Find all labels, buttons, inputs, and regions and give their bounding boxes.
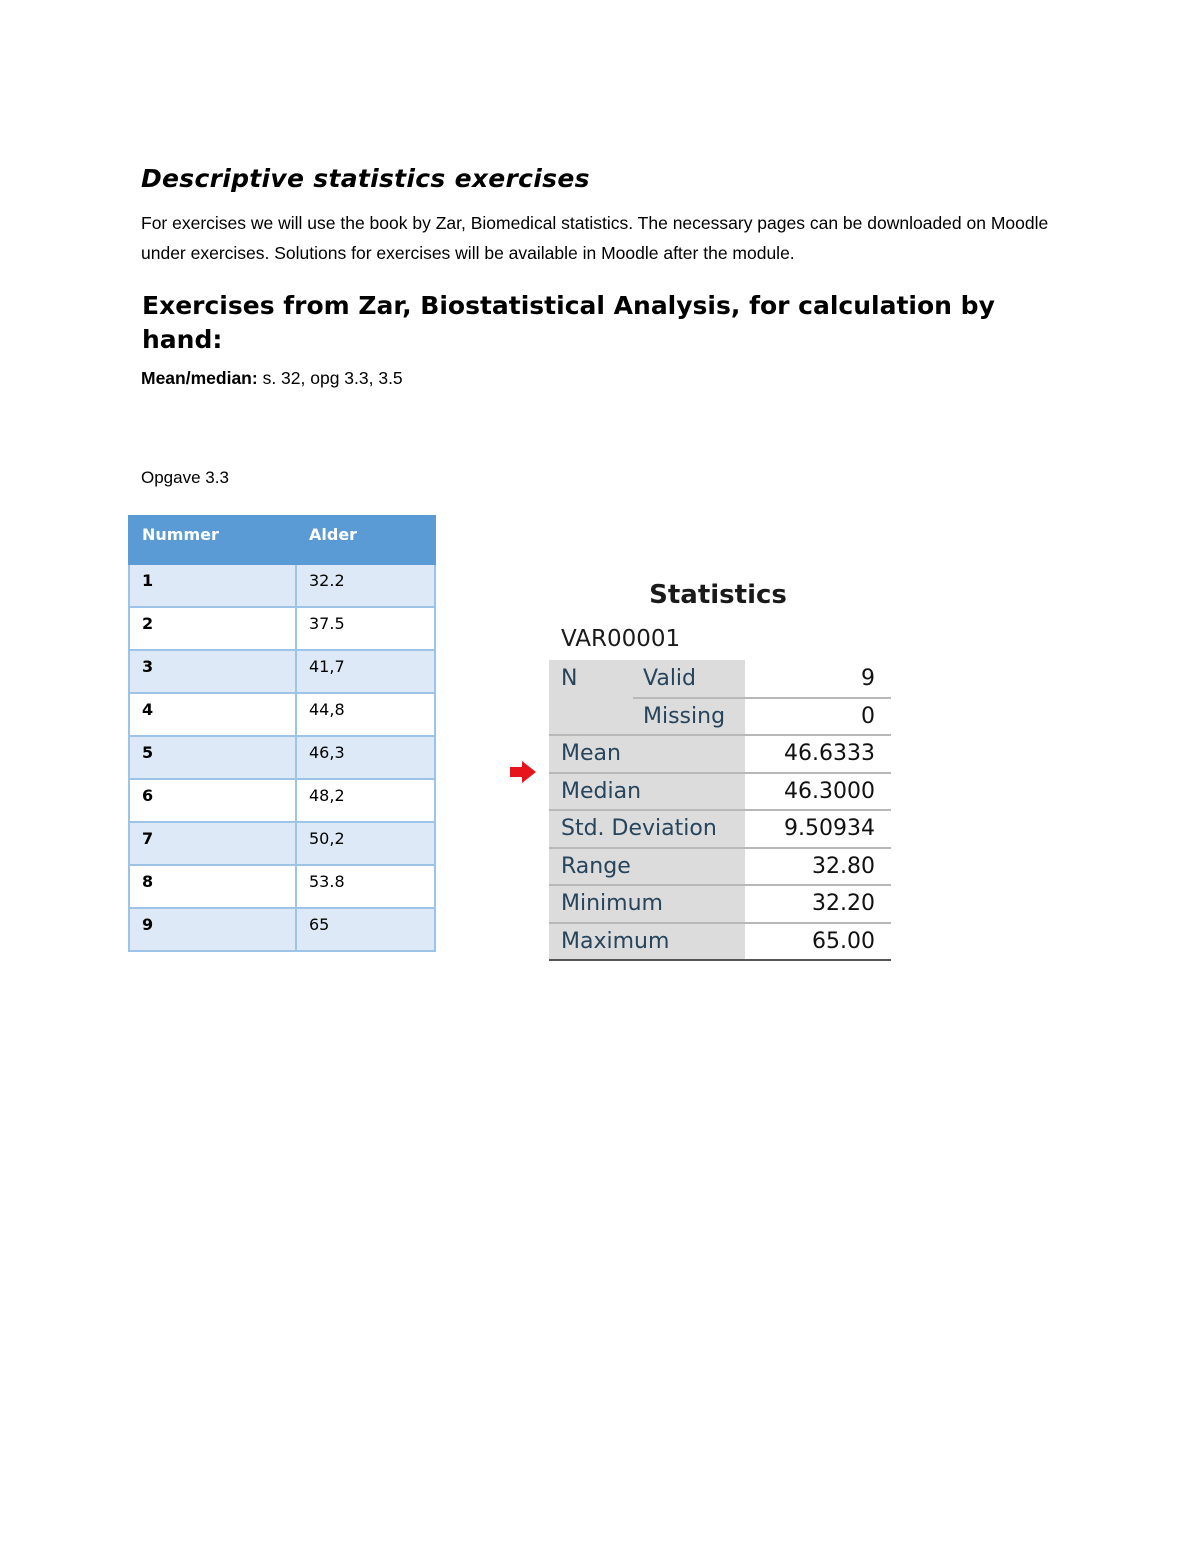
row-number: 9: [129, 908, 296, 951]
valid-label: Valid: [633, 660, 745, 698]
row-age: 50,2: [296, 822, 435, 865]
row-age: 41,7: [296, 650, 435, 693]
missing-label: Missing: [633, 698, 745, 736]
row-number: 8: [129, 865, 296, 908]
stat-label: Maximum: [549, 923, 745, 961]
stat-row: [549, 810, 891, 848]
stat-row: [549, 773, 891, 811]
stat-label: Std. Deviation: [549, 810, 745, 848]
table-row: [129, 736, 435, 779]
stat-value: 9.50934: [745, 810, 891, 848]
stat-row: [549, 923, 891, 961]
table-row: [129, 650, 435, 693]
stat-value: 32.80: [745, 848, 891, 886]
page-title: Descriptive statistics exercises: [141, 164, 590, 193]
header-alder: Alder: [296, 516, 435, 564]
stat-label: Range: [549, 848, 745, 886]
section-heading: Exercises from Zar, Biostatistical Analysis, for calculation by hand:: [142, 291, 995, 354]
row-number: 2: [129, 607, 296, 650]
table-row: [129, 779, 435, 822]
table-header-row: [129, 516, 435, 564]
table-row: [129, 693, 435, 736]
table-row: [129, 822, 435, 865]
red-arrow-shape: [510, 761, 536, 783]
statistics-variable-name: VAR00001: [561, 626, 681, 652]
row-number: 5: [129, 736, 296, 779]
stat-row-n-missing: [549, 698, 891, 736]
red-arrow-icon: [508, 760, 538, 784]
valid-value: 9: [745, 660, 891, 698]
row-number: 4: [129, 693, 296, 736]
stat-row: [549, 885, 891, 923]
stat-value: 65.00: [745, 923, 891, 961]
stat-row: [549, 848, 891, 886]
stat-value: 46.6333: [745, 735, 891, 773]
statistics-title: Statistics: [649, 580, 787, 610]
missing-value: 0: [745, 698, 891, 736]
stat-label: Median: [549, 773, 745, 811]
table-row: [129, 607, 435, 650]
row-number: 6: [129, 779, 296, 822]
row-number: 3: [129, 650, 296, 693]
row-age: 65: [296, 908, 435, 951]
statistics-table: [549, 660, 891, 961]
table-row: [129, 908, 435, 951]
row-age: 53.8: [296, 865, 435, 908]
stat-row-n-valid: [549, 660, 891, 698]
row-age: 48,2: [296, 779, 435, 822]
row-age: 32.2: [296, 564, 435, 607]
assignment-line: [141, 368, 403, 389]
row-age: 46,3: [296, 736, 435, 779]
table-row: [129, 865, 435, 908]
stat-row: [549, 735, 891, 773]
stat-label: Minimum: [549, 885, 745, 923]
row-age: 44,8: [296, 693, 435, 736]
n-label: N: [549, 660, 633, 698]
intro-paragraph: For exercises we will use the book by Zar, Biomedical statistics. The necessary pages can be downloaded on Moodle under exercises. Solutions for exercises will be available in Moodle after the module.: [141, 213, 1049, 263]
table-row: [129, 564, 435, 607]
age-data-table: [128, 515, 436, 952]
opgave-label: Opgave 3.3: [141, 468, 229, 487]
stat-label: Mean: [549, 735, 745, 773]
assignment-text: s. 32, opg 3.3, 3.5: [257, 368, 403, 388]
stat-value: 46.3000: [745, 773, 891, 811]
assignment-label: Mean/median:: [141, 368, 258, 388]
header-nummer: Nummer: [129, 516, 296, 564]
row-number: 1: [129, 564, 296, 607]
n-label-blank: [549, 698, 633, 736]
row-number: 7: [129, 822, 296, 865]
row-age: 37.5: [296, 607, 435, 650]
stat-value: 32.20: [745, 885, 891, 923]
